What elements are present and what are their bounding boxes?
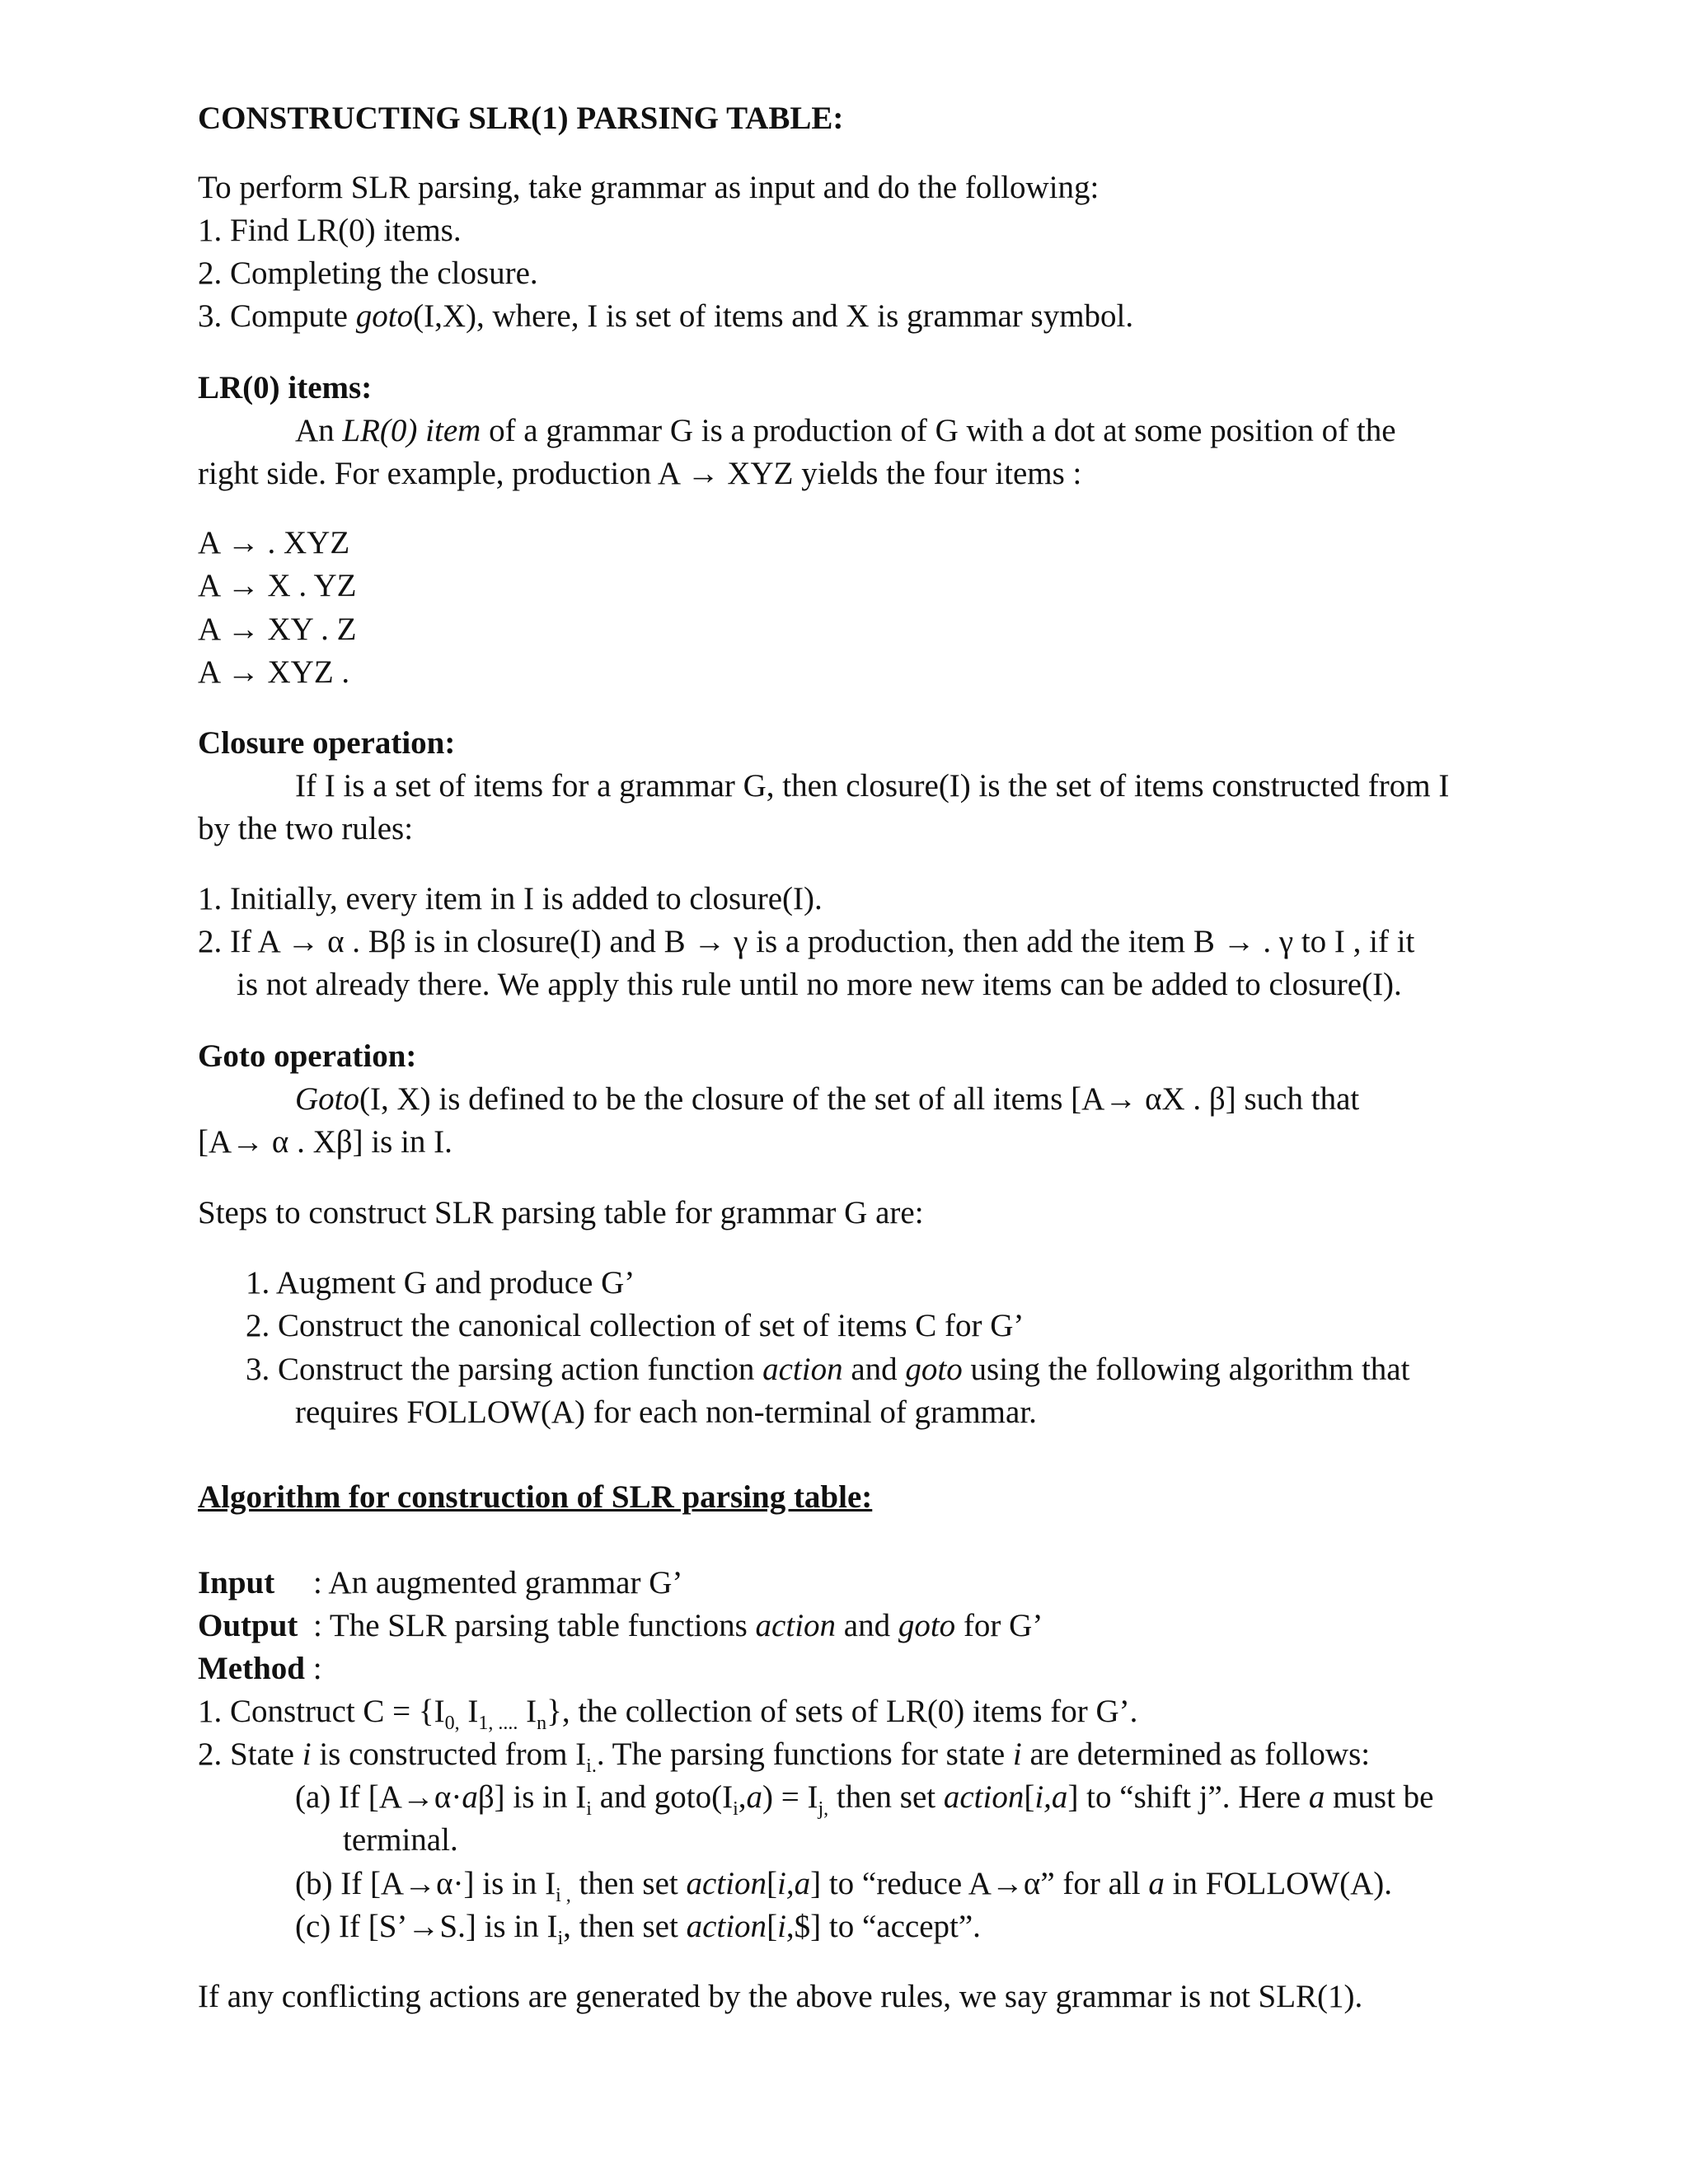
lr0-item-1: A → . XYZ bbox=[198, 525, 350, 560]
method-rule-a: (a) If [A→α·aβ] is in $I_i$ and $goto(I_i,a) = I_{j,}$ then set action[i,a] to “shift j”. Here a must be bbox=[295, 1779, 1434, 1820]
algorithm-output: Output : The SLR parsing table functions action and goto for G’ bbox=[198, 1608, 1043, 1643]
intro-step-2: 2. Completing the closure. bbox=[198, 255, 538, 291]
lr0-heading: LR(0) items: bbox=[198, 370, 373, 405]
steps-item-1: 1. Augment G and produce G’ bbox=[246, 1265, 635, 1301]
goto-paragraph-line-2: [A→ α . Xβ] is in I. bbox=[198, 1124, 452, 1160]
method-rule-b: (b) If [A→α·] is in $I_{i ,}$ then set action[i,a] to “reduce A→α” for all a in FOLLOW(A). bbox=[295, 1866, 1393, 1906]
intro-step-1: 1. Find LR(0) items. bbox=[198, 213, 462, 248]
closure-paragraph-line-1: If I is a set of items for a grammar G, then closure(I) is the set of items constructed from I bbox=[295, 768, 1450, 804]
closure-rule-2-continued: is not already there. We apply this rule until no more new items can be added to closure(I). bbox=[237, 967, 1402, 1002]
closure-rule-1: 1. Initially, every item in I is added to closure(I). bbox=[198, 881, 823, 916]
method-step-1: 1. Construct $C = \{I_{0,}$ $I_{1, ....}$ $I_n$}, the collection of sets of LR(0) items for G’. bbox=[198, 1694, 1138, 1734]
intro-step-3: 3. Compute goto(I,X), where, I is set of items and X is grammar symbol. bbox=[198, 298, 1134, 334]
algorithm-method: Method : bbox=[198, 1651, 322, 1686]
method-rule-a-continued: terminal. bbox=[343, 1822, 458, 1858]
algorithm-input: Input : An augmented grammar G’ bbox=[198, 1565, 683, 1601]
goto-heading: Goto operation: bbox=[198, 1038, 417, 1074]
method-step-2: 2. State i is constructed from $I_{i.}$. The parsing functions for state i are determined as follows: bbox=[198, 1736, 1371, 1777]
steps-item-2: 2. Construct the canonical collection of set of items C for G’ bbox=[246, 1308, 1025, 1343]
algorithm-heading: Algorithm for construction of SLR parsing table: bbox=[198, 1479, 873, 1515]
page-title: CONSTRUCTING SLR(1) PARSING TABLE: bbox=[198, 101, 844, 136]
intro-paragraph: To perform SLR parsing, take grammar as input and do the following: bbox=[198, 170, 1100, 205]
steps-item-3-continued: requires FOLLOW(A) for each non-terminal of grammar. bbox=[295, 1394, 1037, 1430]
lr0-item-3: A → XY . Z bbox=[198, 612, 357, 647]
lr0-paragraph-line-2: right side. For example, production A → XYZ yields the four items : bbox=[198, 456, 1082, 491]
closure-paragraph-line-2: by the two rules: bbox=[198, 811, 414, 846]
closure-heading: Closure operation: bbox=[198, 725, 456, 761]
method-rule-c: (c) If [S’→S.] is in $I_i$, then set action[i,$] to “accept”. bbox=[295, 1909, 981, 1949]
conclusion-paragraph: If any conflicting actions are generated by the above rules, we say grammar is not SLR(1). bbox=[198, 1979, 1363, 2014]
lr0-item-4: A → XYZ . bbox=[198, 654, 350, 690]
lr0-paragraph-line-1: An LR(0) item of a grammar G is a production of G with a dot at some position of the bbox=[295, 413, 1396, 448]
lr0-item-2: A → X . YZ bbox=[198, 568, 357, 603]
steps-item-3: 3. Construct the parsing action function action and goto using the following algorithm that bbox=[246, 1352, 1410, 1387]
steps-intro: Steps to construct SLR parsing table for grammar G are: bbox=[198, 1195, 924, 1230]
goto-paragraph-line-1: Goto(I, X) is defined to be the closure of the set of all items [A→ αX . β] such that bbox=[295, 1081, 1360, 1117]
closure-rule-2: 2. If A → α . Bβ is in closure(I) and B → γ is a production, then add the item B → . γ to I , if it bbox=[198, 924, 1415, 959]
